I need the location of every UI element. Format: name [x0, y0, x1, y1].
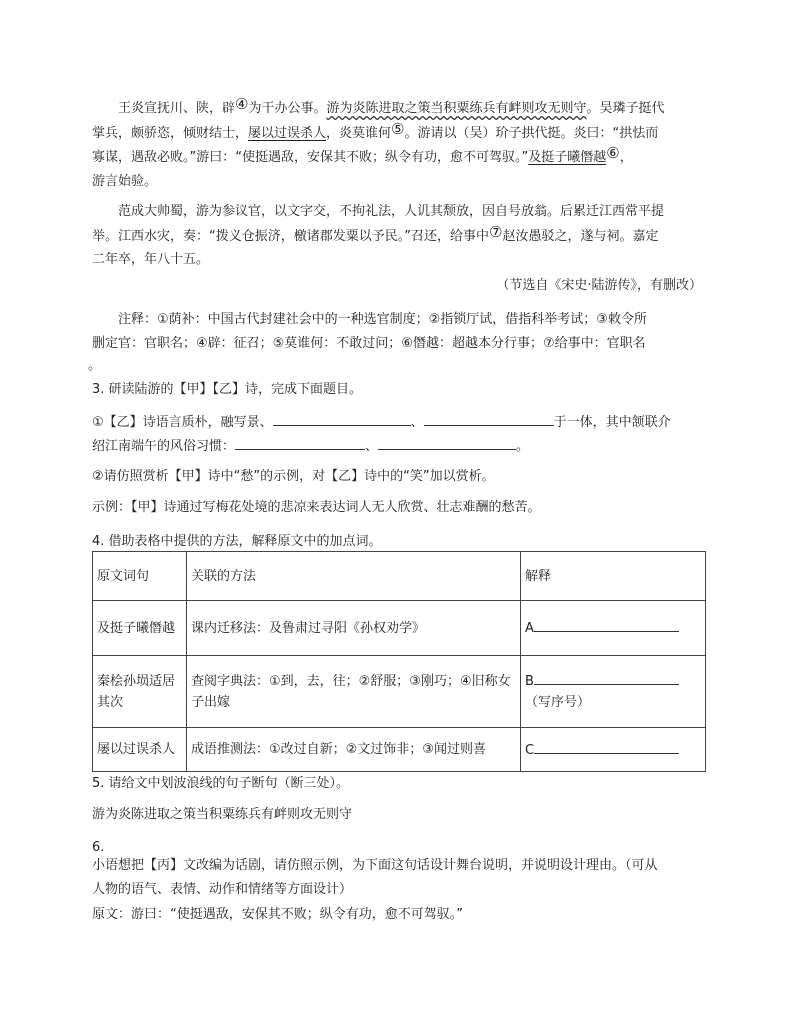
answer-blank[interactable]	[534, 617, 679, 632]
underlined-phrase: 屡以过误杀人	[248, 125, 327, 141]
footnote-marker-6: ⑥	[606, 144, 620, 162]
text-span: 王炎宣抚川、陕，辟	[118, 101, 236, 116]
text-span: 、	[365, 438, 379, 454]
table-header-cell: 解释	[521, 552, 706, 601]
text-span: 。游请以（吴）玠子拱代挺。炎曰：“拱怯而	[404, 125, 659, 141]
q6-prompt	[92, 854, 702, 901]
answer-blank[interactable]	[534, 670, 679, 685]
answer-label: C	[525, 742, 535, 758]
phrase-cell: 秦桧孙埙适居其次	[93, 656, 187, 728]
passage-paragraph-2	[92, 200, 702, 272]
text-span: 人物的语气、表情、动作和情绪等方面设计）	[92, 881, 353, 897]
answer-cell	[521, 601, 706, 656]
q3-example: 示例：【甲】诗通过写梅花处境的悲凉来表达词人无人欣赏、壮志难酬的愁苦。	[92, 500, 541, 515]
method-cell: 课内迁移法：及鲁肃过寻阳《孙权劝学》	[187, 601, 521, 656]
table-row	[93, 656, 706, 728]
q5-sentence: 游为炎陈进取之策当积粟练兵有衅则攻无则守	[92, 807, 353, 822]
text-span: 举。江西水灾，奏：“拨义仓振济，檄诸郡发粟以予民。”召还，给事中	[92, 228, 489, 244]
table-row	[93, 728, 706, 772]
wavy-underlined-sentence: 游为炎陈进取之策当积粟练兵有衅则攻无则守	[326, 101, 587, 116]
answer-blank[interactable]	[378, 435, 516, 450]
answer-blank[interactable]	[534, 739, 679, 754]
underlined-phrase: 及挺子曦僭越	[528, 150, 607, 165]
text-span: ，	[619, 150, 633, 165]
text-span: 游言始验。	[92, 173, 158, 189]
text-span: 掌兵，颇骄恣，倾财结士，	[92, 125, 249, 141]
answer-cell	[521, 728, 706, 772]
passage-source: （节选自《宋史·陆游传》，有删改）	[496, 278, 702, 293]
table-header-row	[93, 552, 706, 601]
text-span: 、	[410, 415, 424, 430]
method-cell: 查阅字典法：①到，去，往；②舒服；③刚巧；④旧称女子出嫁	[187, 656, 521, 728]
answer-label: A	[525, 621, 534, 636]
text-span: ，炎莫谁何	[326, 125, 392, 141]
answer-hint: （写序号）	[525, 695, 591, 710]
footnote-marker-7: ⑦	[488, 222, 503, 241]
q4-title: 4. 借助表格中提供的方法，解释原文中的加点词。	[92, 534, 382, 549]
q4-table	[92, 551, 706, 772]
text-span: 于一体，其中颔联介	[553, 415, 671, 430]
method-cell: 成语推测法：①改过自新；②文过饰非；③闻过则喜	[187, 728, 521, 772]
q6-number: 6.	[92, 840, 105, 855]
table-row	[93, 601, 706, 656]
footnote-marker-4: ④	[235, 95, 249, 113]
q3-title: 3. 研读陆游的【甲】【乙】诗，完成下面题目。	[92, 382, 363, 397]
text-span: 删定官：官职名；④辟：征召；⑤莫谁何：不敢过问；⑥僭越：超越本分行事；⑦给事中：官职名	[92, 335, 646, 351]
text-span: 二年卒，年八十五。	[92, 252, 210, 267]
text-span: 绍江南端午的风俗习惯：	[92, 438, 236, 454]
answer-blank[interactable]	[273, 411, 411, 426]
text-span: 寡谋，遇敌必败。”游曰：“使挺遇敌，安保其不败；纵令有功，愈不可驾驭。”	[92, 150, 529, 165]
text-span: 为干办公事。	[248, 101, 327, 116]
q3-part2: ②请仿照赏析【甲】诗中“愁”的示例，对【乙】诗中的“笑”加以赏析。	[92, 469, 495, 484]
text-span: 范成大帅蜀，游为参议官，以文字交，不拘礼法，人讥其颓放，因自号放翁。后累迁江西常平提	[118, 204, 665, 219]
text-span: 小语想把【丙】文改编为话剧，请仿照示例，为下面这句话设计舞台说明，并说明设计理由。（可从	[92, 858, 658, 873]
answer-label: B	[525, 674, 534, 689]
text-span: 。	[516, 438, 530, 454]
text-span: 赵汝愚驳之，遂与祠。嘉定	[502, 228, 659, 244]
passage-paragraph-1	[92, 96, 702, 193]
q6-original-text: 原文：游曰：“使挺遇敌，安保其不败；纵令有功，愈不可驾驭。”	[92, 907, 463, 922]
answer-cell	[521, 656, 706, 728]
answer-blank[interactable]	[235, 435, 365, 450]
text-span: 注释：①荫补：中国古代封建社会中的一种选官制度；②指锁厅试，借指科举考试；③敕令所	[118, 312, 647, 327]
phrase-cell: 及挺子曦僭越	[93, 601, 187, 656]
text-span: ①【乙】诗语言质朴，融写景、	[92, 415, 273, 430]
annotation-notes	[92, 308, 702, 355]
phrase-cell: 屡以过误杀人	[93, 728, 187, 772]
q3-part1	[92, 411, 702, 458]
text-span: 。吴璘子挺代	[586, 101, 665, 116]
answer-blank[interactable]	[424, 411, 554, 426]
table-header-cell: 关联的方法	[187, 552, 521, 601]
q5-title: 5. 请给文中划波浪线的句子断句（断三处）。	[92, 776, 350, 791]
footnote-marker-5: ⑤	[391, 119, 405, 138]
table-header-cell: 原文词句	[93, 552, 187, 601]
notes-trailing-period: 。	[88, 358, 102, 373]
